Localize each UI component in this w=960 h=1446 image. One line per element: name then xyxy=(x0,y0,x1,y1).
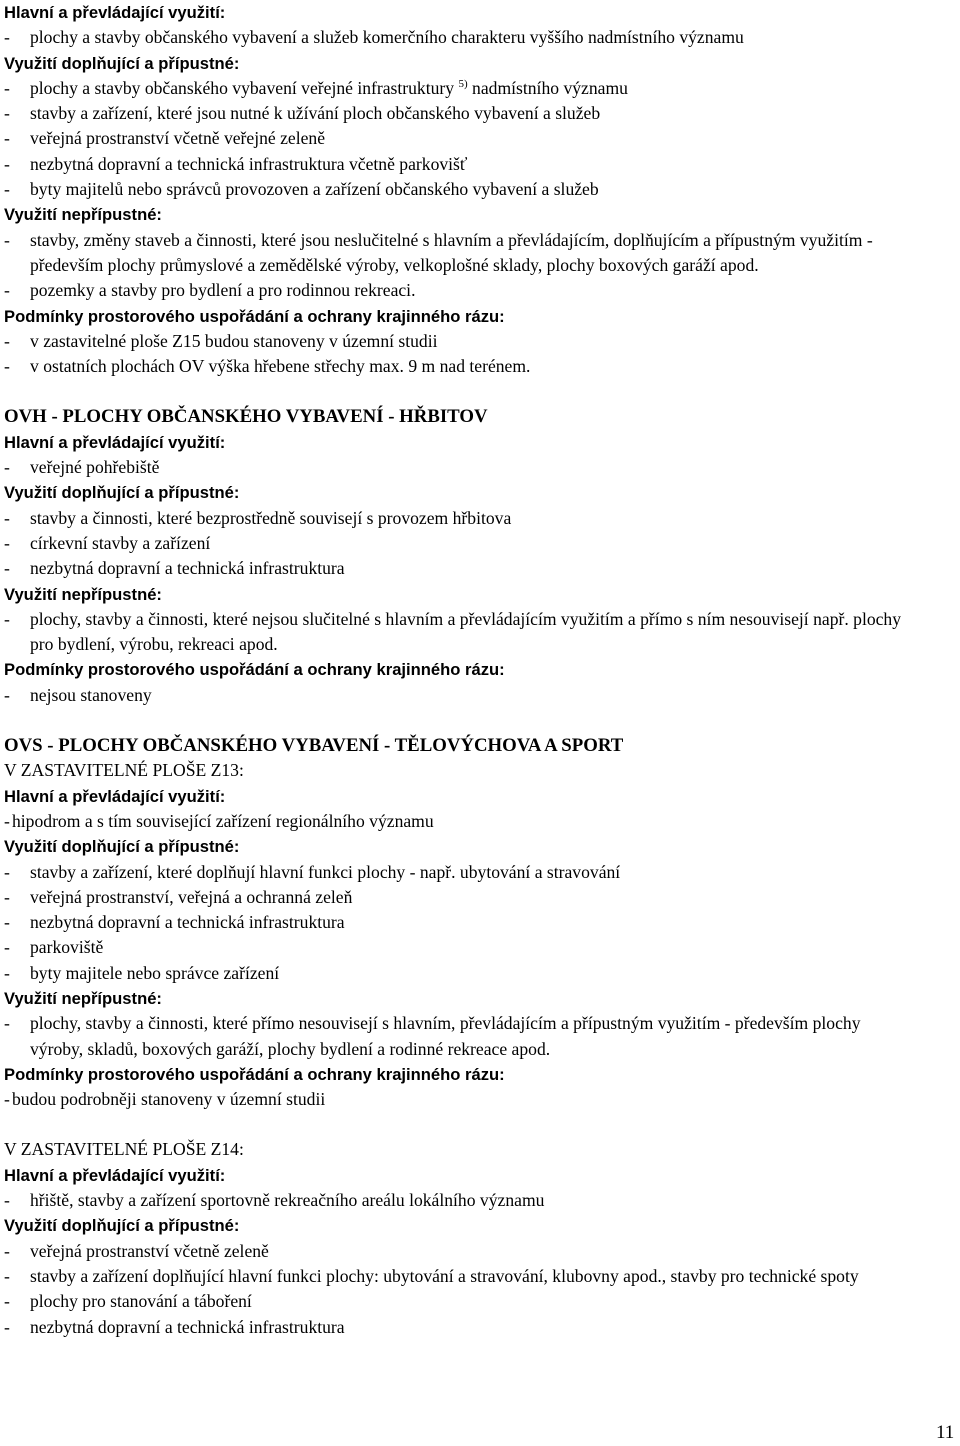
list-item: - veřejná prostranství včetně veřejné zeleně xyxy=(4,128,326,149)
heading-additional-use: Využití doplňující a přípustné: xyxy=(4,53,240,73)
heading-main-use: Hlavní a převládající využití: xyxy=(4,1165,226,1185)
list-item: - nezbytná dopravní a technická infrastruktura včetně parkovišť xyxy=(4,153,468,174)
list-item: - byty majitele nebo správce zařízení xyxy=(4,962,280,983)
subsection-label-z14: V ZASTAVITELNÉ PLOŠE Z14: xyxy=(4,1139,244,1160)
list-item: - plochy a stavby občanského vybavení veřejné infrastruktury $^{5)}$ nadmístního významu xyxy=(4,77,628,98)
list-item: - stavby a činnosti, které bezprostředně souvisejí s provozem hřbitova xyxy=(4,507,512,528)
heading-additional-use: Využití doplňující a přípustné: xyxy=(4,1216,240,1236)
list-item: - hřiště, stavby a zařízení sportovně rekreačního areálu lokálního významu xyxy=(4,1190,545,1211)
list-item: - plochy, stavby a činnosti, které nejsou slučitelné s hlavním a převládajícím využitím a přímo s ním nesouvisejí např. plochy pro bydlení, výrobu, rekreaci apod. xyxy=(4,608,902,655)
list-item: - církevní stavby a zařízení xyxy=(4,532,211,553)
heading-spatial-conditions: Podmínky prostorového uspořádání a ochrany krajinného rázu: xyxy=(4,1064,505,1084)
list-item: - nezbytná dopravní a technická infrastruktura xyxy=(4,558,345,579)
heading-main-use: Hlavní a převládající využití: xyxy=(4,3,226,22)
list-item: - v ostatních plochách OV výška hřebene střechy max. 9 m nad terénem. xyxy=(4,356,531,377)
heading-forbidden-use: Využití nepřípustné: xyxy=(4,205,162,225)
list-item: - stavby a zařízení, které doplňují hlavní funkci plochy - např. ubytování a stravování xyxy=(4,861,621,882)
subsection-label-z13: V ZASTAVITELNÉ PLOŠE Z13: xyxy=(4,760,244,781)
list-item: - parkoviště xyxy=(4,937,104,958)
document-page xyxy=(4,0,934,1340)
list-item: - plochy a stavby občanského vybavení a služeb komerčního charakteru vyššího nadmístního významu xyxy=(4,27,744,48)
list-item: - nezbytná dopravní a technická infrastruktura xyxy=(4,912,345,933)
footnote-ref: 5) xyxy=(458,78,468,91)
list-item: - nejsou stanoveny xyxy=(4,684,152,705)
heading-spatial-conditions: Podmínky prostorového uspořádání a ochrany krajinného rázu: xyxy=(4,306,505,326)
list-item: - plochy pro stanování a táboření xyxy=(4,1291,252,1312)
heading-forbidden-use: Využití nepřípustné: xyxy=(4,584,162,604)
page-number: 11 xyxy=(936,1422,955,1443)
list-item: - pozemky a stavby pro bydlení a pro rodinnou rekreaci. xyxy=(4,280,416,301)
heading-main-use: Hlavní a převládající využití: xyxy=(4,432,226,452)
list-item: - veřejné pohřebiště xyxy=(4,457,160,478)
heading-main-use: Hlavní a převládající využití: xyxy=(4,786,226,806)
heading-additional-use: Využití doplňující a přípustné: xyxy=(4,483,240,503)
heading-spatial-conditions: Podmínky prostorového uspořádání a ochrany krajinného rázu: xyxy=(4,660,505,680)
list-item: - veřejná prostranství, veřejná a ochranná zeleň xyxy=(4,886,353,907)
heading-additional-use: Využití doplňující a přípustné: xyxy=(4,837,240,857)
list-item: - byty majitelů nebo správců provozoven a zařízení občanského vybavení a služeb xyxy=(4,179,599,200)
heading-forbidden-use: Využití nepřípustné: xyxy=(4,988,162,1008)
list-item: - stavby a zařízení doplňující hlavní funkci plochy: ubytování a stravování, klubovny apod., stavby pro technické spoty xyxy=(4,1265,859,1286)
section-title-ovs: OVS - PLOCHY OBČANSKÉHO VYBAVENÍ - TĚLOVÝCHOVA A SPORT xyxy=(4,735,624,757)
list-item: - veřejná prostranství včetně zeleně xyxy=(4,1240,269,1261)
list-item: - budou podrobněji stanoveny v územní studii xyxy=(4,1089,326,1110)
section-title-ovh: OVH - PLOCHY OBČANSKÉHO VYBAVENÍ - HŘBITOV xyxy=(4,406,488,428)
list-item: - nezbytná dopravní a technická infrastruktura xyxy=(4,1316,345,1337)
list-item: - stavby a zařízení, které jsou nutné k užívání ploch občanského vybavení a služeb xyxy=(4,103,601,124)
list-item: - hipodrom a s tím související zařízení regionálního významu xyxy=(4,810,434,831)
list-item: - stavby, změny staveb a činnosti, které jsou neslučitelné s hlavním a převládajícím, doplňujícím a přípustným využitím - především plochy průmyslové a zemědělské výroby, velkoplošné sklady, plochy boxových garáží apod. xyxy=(4,229,873,275)
list-item: - v zastavitelné ploše Z15 budou stanoveny v územní studii xyxy=(4,330,438,351)
list-item: - plochy, stavby a činnosti, které přímo nesouvisejí s hlavním, převládajícím a přípustným využitím - především plochy výroby, skladů, boxových garáží, plochy bydlení a rodinné rekreace apod. xyxy=(4,1013,861,1059)
